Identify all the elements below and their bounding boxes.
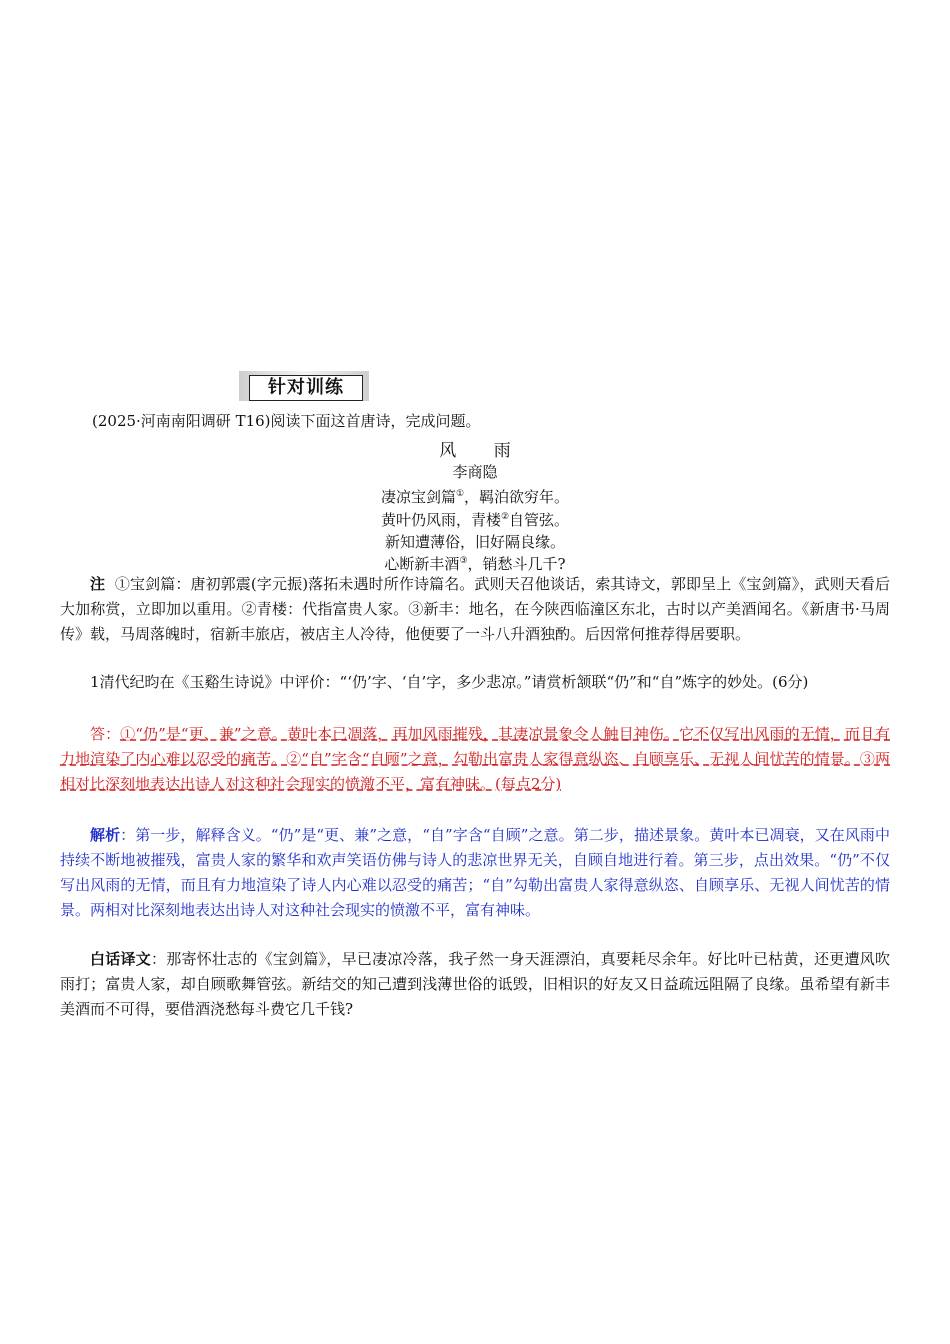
translation-paragraph: [60, 947, 890, 1022]
answer-label: 答：: [90, 725, 121, 743]
question-paragraph: 1清代纪昀在《玉谿生诗说》中评价：“‘仍’字、‘自’字，多少悲凉。”请赏析颔联“仍”和“自”炼字的妙处。(6分): [90, 673, 809, 691]
poem-title: 风 雨: [439, 441, 527, 461]
poem-author: 李商隐: [452, 463, 498, 481]
poem-line: 凄凉宝剑篇①，羁泊欲穷年。: [380, 488, 570, 506]
source-line: (2025·河南南阳调研 T16)阅读下面这首唐诗，完成问题。: [92, 412, 481, 430]
poem-line: 新知遭薄俗，旧好隔良缘。: [384, 533, 565, 551]
note-paragraph: [60, 572, 890, 647]
note-text: ①宝剑篇：唐初郭震(字元振)落拓未遇时所作诗篇名。武则天召他谈话，索其诗文，郭即呈上《宝剑篇》，武则天看后大加称赏，立即加以重用。②青楼：代指富贵人家。③新丰：地名，在今陕西临潼区东北，古时以产美酒闻名。《新唐书·马周传》载，马周落魄时，宿新丰旅店，被店主人冷待，他便要了一斗八升酒独酌。后因常何推荐得居要职。: [60, 575, 890, 643]
analysis-paragraph: [60, 823, 890, 923]
translation-text: ：那寄怀壮志的《宝剑篇》，早已凄凉冷落，我孑然一身天涯漂泊，真要耗尽余年。好比叶已枯黄，还更遭风吹雨打；富贵人家，却自顾歌舞管弦。新结交的知己遭到浅薄世俗的诋毁，旧相识的好友又日益疏远阻隔了良缘。虽希望有新丰美酒而不可得，要借酒浇愁每斗费它几千钱?: [60, 950, 890, 1018]
answer-text: ①“仍”是“更、兼”之意。黄叶本已凋落，再加风雨摧残，其凄凉景象令人触目神伤。它不仅写出风雨的无情，而且有力地渲染了内心难以忍受的痛苦。②“自”字含“自顾”之意，勾勒出富贵人家得意纵恣、自顾享乐、无视人间忧苦的情景。③两相对比深刻地表达出诗人对这种社会现实的愤激不平，富有神味。(每点2分): [60, 725, 890, 793]
section-header-label: 针对训练: [249, 375, 363, 401]
poem-line: 心断新丰酒③，销愁斗几千?: [384, 555, 566, 573]
note-label: 注: [90, 575, 106, 593]
section-header: [245, 374, 367, 402]
translation-label: 白话译文: [90, 950, 151, 968]
answer-paragraph: [60, 722, 890, 797]
analysis-label: 解析: [90, 826, 121, 844]
analysis-text: ：第一步，解释含义。“仍”是“更、兼”之意，“自”字含“自顾”之意。第二步，描述景象。黄叶本已凋衰，又在风雨中持续不断地被摧残，富贵人家的繁华和欢声笑语仿佛与诗人的悲凉世界无关，自顾自地进行着。第三步，点出效果。“仍”不仅写出风雨的无情，而且有力地渲染了诗人内心难以忍受的痛苦；“自”勾勒出富贵人家得意纵恣、自顾享乐、无视人间忧苦的情景。两相对比深刻地表达出诗人对这种社会现实的愤激不平，富有神味。: [60, 826, 890, 919]
poem-line: 黄叶仍风雨，青楼②自管弦。: [380, 511, 570, 529]
